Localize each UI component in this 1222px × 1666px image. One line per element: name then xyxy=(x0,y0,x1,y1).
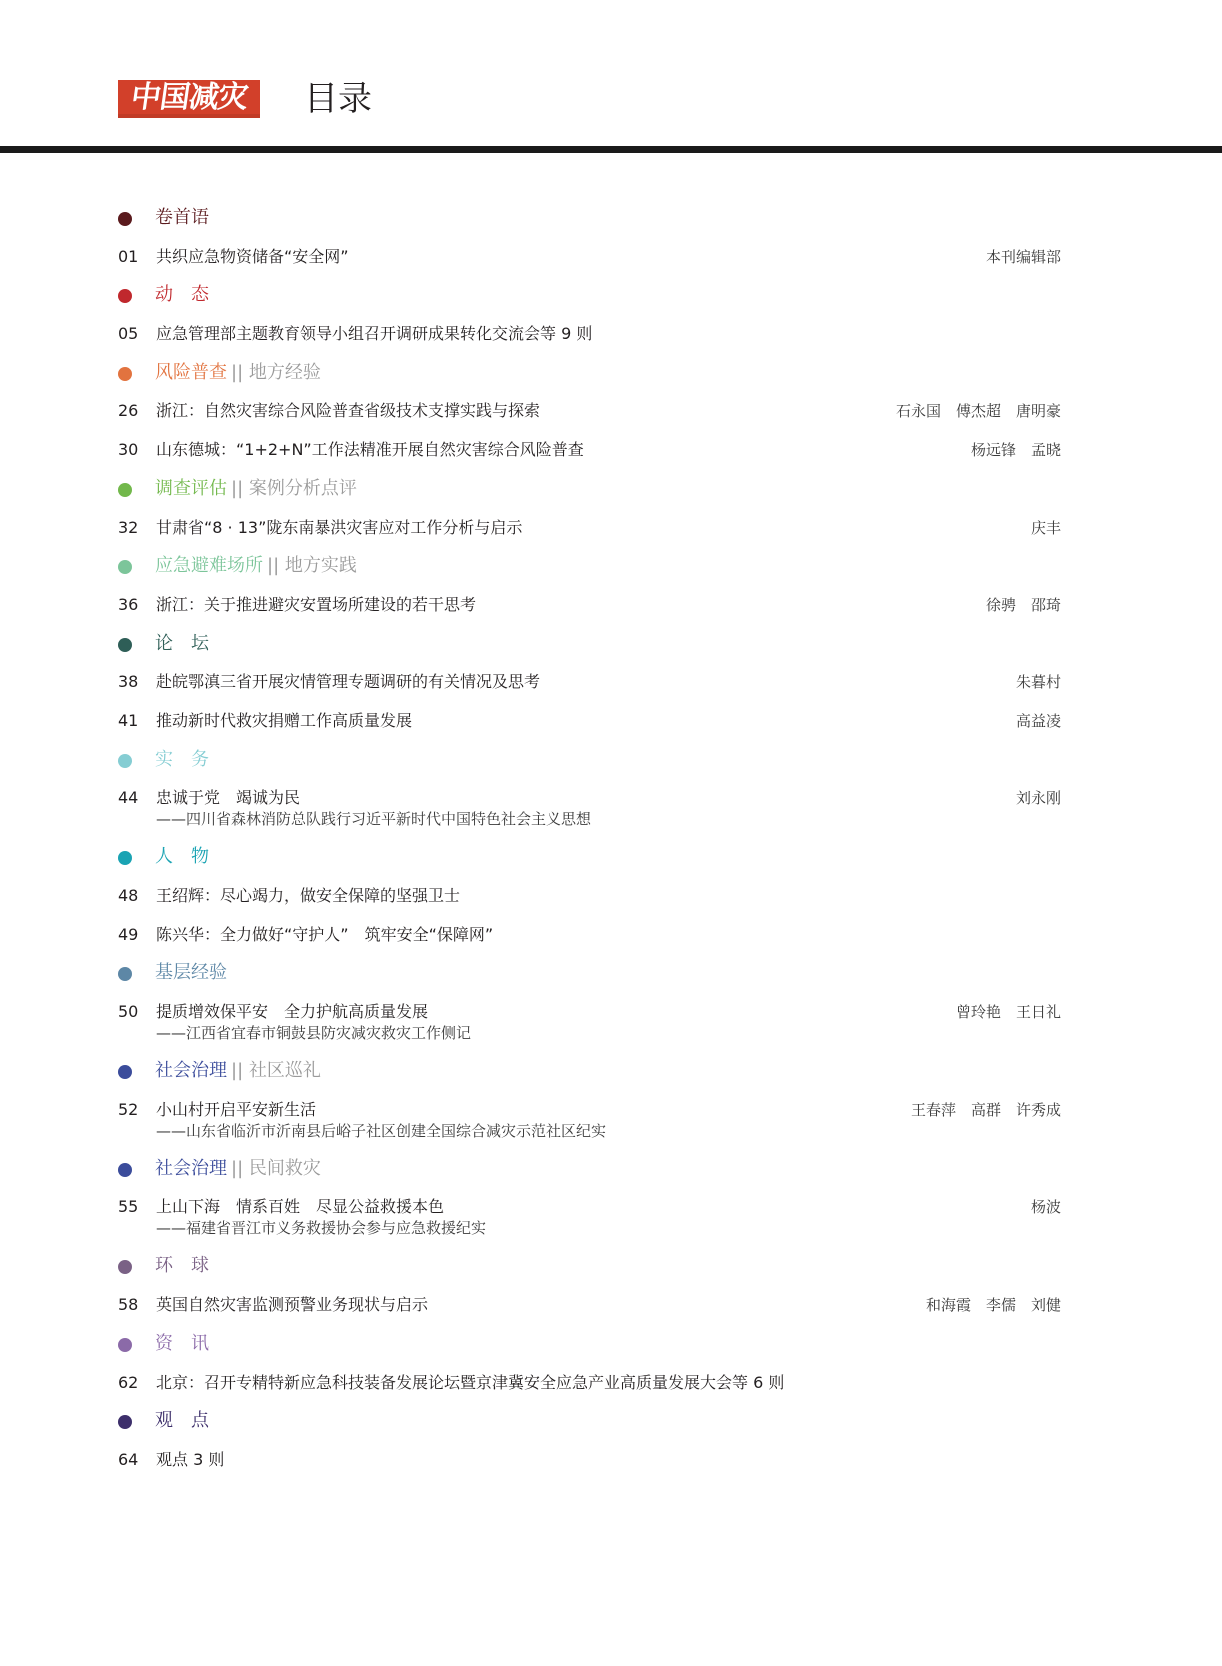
page-number: 62 xyxy=(118,1372,139,1392)
section-bullet-icon xyxy=(118,1415,132,1429)
page-number: 44 xyxy=(118,788,139,808)
section-heading xyxy=(0,839,1222,878)
toc-entry[interactable] xyxy=(0,664,1222,703)
toc-entry[interactable] xyxy=(0,239,1222,278)
section-name: 应急避难场所 xyxy=(155,555,263,577)
toc-entry[interactable] xyxy=(0,878,1222,917)
page-number: 05 xyxy=(118,324,139,344)
article-authors: 石永国 傅杰超 唐明豪 xyxy=(895,402,1061,421)
section-bullet-icon xyxy=(118,1065,132,1079)
article-authors: 朱暮村 xyxy=(1015,673,1061,692)
section-heading xyxy=(0,548,1222,587)
toc-entry[interactable] xyxy=(0,1092,1222,1151)
article-title[interactable]: 王绍辉：尽心竭力，做安全保障的坚强卫士 xyxy=(156,886,461,905)
section-bullet-icon xyxy=(118,1338,132,1352)
section-name: 风险普查 xyxy=(155,361,227,383)
section-name: 基层经验 xyxy=(155,962,227,984)
section-name: 人 物 xyxy=(155,846,209,868)
article-authors: 曾玲艳 王日礼 xyxy=(955,1003,1061,1022)
toc-entry[interactable] xyxy=(0,780,1222,839)
article-title[interactable]: 浙江：自然灾害综合风险普查省级技术支撑实践与探索 xyxy=(156,401,541,421)
section-name: 社会治理 xyxy=(155,1060,227,1082)
toc-entry[interactable] xyxy=(0,510,1222,549)
article-subtitle: ——江西省宜春市铜鼓县防灾减灾救灾工作侧记 xyxy=(156,1024,472,1043)
page-number: 41 xyxy=(118,710,139,730)
section-subtitle: || 地方经验 xyxy=(231,361,321,383)
section-subtitle: || 民间救灾 xyxy=(231,1157,321,1179)
article-title[interactable]: 推动新时代救灾捐赠工作高质量发展 xyxy=(156,710,413,730)
page-number: 64 xyxy=(118,1449,139,1469)
toc-entry[interactable] xyxy=(0,994,1222,1053)
toc-entry[interactable] xyxy=(0,316,1222,355)
toc-entry[interactable] xyxy=(0,1442,1222,1481)
toc-entry[interactable] xyxy=(0,432,1222,471)
toc-entry[interactable] xyxy=(0,393,1222,432)
header xyxy=(0,0,1222,160)
section-bullet-icon xyxy=(118,483,132,497)
section-name: 调查评估 xyxy=(155,477,227,499)
section-name: 卷首语 xyxy=(155,207,209,228)
section-heading xyxy=(0,955,1222,994)
section-bullet-icon xyxy=(118,754,132,768)
section-name: 动 态 xyxy=(155,284,209,306)
article-subtitle: ——四川省森林消防总队践行习近平新时代中国特色社会主义思想 xyxy=(156,810,592,829)
section-bullet-icon xyxy=(118,967,132,981)
page-number: 30 xyxy=(118,440,139,460)
page-number: 49 xyxy=(118,924,139,944)
section-name: 资 讯 xyxy=(155,1332,209,1354)
section-heading xyxy=(0,1326,1222,1365)
toc-entry[interactable] xyxy=(0,1365,1222,1404)
article-authors: 王春萍 高群 许秀成 xyxy=(910,1100,1061,1119)
article-authors: 杨波 xyxy=(1030,1198,1061,1217)
article-authors: 刘永刚 xyxy=(1015,789,1061,808)
section-subtitle: || 案例分析点评 xyxy=(231,477,357,499)
section-bullet-icon xyxy=(118,638,132,652)
article-title[interactable]: 浙江：关于推进避灾安置场所建设的若干思考 xyxy=(156,594,477,614)
section-heading xyxy=(0,200,1222,239)
section-heading xyxy=(0,742,1222,781)
page-number: 38 xyxy=(118,672,139,692)
section-bullet-icon xyxy=(118,851,132,865)
article-title[interactable]: 北京：召开专精特新应急科技装备发展论坛暨京津冀安全应急产业高质量发展大会等 6 则 xyxy=(156,1372,785,1392)
header-rule xyxy=(0,146,1222,153)
section-heading xyxy=(0,1403,1222,1442)
section-bullet-icon xyxy=(118,289,132,303)
article-authors: 庆丰 xyxy=(1030,518,1061,537)
page-number: 55 xyxy=(118,1197,139,1217)
article-authors: 杨远锋 孟晓 xyxy=(970,441,1061,460)
logo-text: 中国减灾 xyxy=(128,80,250,115)
toc-entry[interactable] xyxy=(0,703,1222,742)
page-number: 32 xyxy=(118,517,139,537)
magazine-logo xyxy=(118,80,260,118)
article-title[interactable]: 上山下海 情系百姓 尽显公益救援本色 xyxy=(156,1197,445,1217)
toc-entry[interactable] xyxy=(0,1189,1222,1248)
section-subtitle: || 社区巡礼 xyxy=(231,1060,321,1082)
article-title[interactable]: 甘肃省“8 · 13”陇东南暴洪灾害应对工作分析与启示 xyxy=(156,517,523,537)
page-number: 50 xyxy=(118,1002,139,1022)
article-title[interactable]: 陈兴华：全力做好“守护人” 筑牢安全“保障网” xyxy=(156,924,494,944)
article-subtitle: ——山东省临沂市沂南县后峪子社区创建全国综合减灾示范社区纪实 xyxy=(156,1121,607,1140)
article-title[interactable]: 应急管理部主题教育领导小组召开调研成果转化交流会等 9 则 xyxy=(156,324,593,344)
section-bullet-icon xyxy=(118,212,132,226)
section-bullet-icon xyxy=(118,560,132,574)
section-heading xyxy=(0,277,1222,316)
page-number: 52 xyxy=(118,1099,139,1119)
article-subtitle: ——福建省晋江市义务救援协会参与应急救援纪实 xyxy=(156,1219,487,1238)
article-title[interactable]: 提质增效保平安 全力护航高质量发展 xyxy=(156,1002,429,1022)
section-heading xyxy=(0,471,1222,510)
page-number: 48 xyxy=(118,886,139,905)
article-authors: 和海霞 李儒 刘健 xyxy=(925,1296,1061,1315)
section-name: 实 务 xyxy=(155,748,209,770)
section-subtitle: || 地方实践 xyxy=(267,555,357,577)
toc-entry[interactable] xyxy=(0,587,1222,626)
page-number: 36 xyxy=(118,594,139,614)
article-title[interactable]: 共织应急物资储备“安全网” xyxy=(156,246,349,266)
article-authors: 徐骋 邵琦 xyxy=(985,595,1061,614)
article-title[interactable]: 观点 3 则 xyxy=(156,1449,225,1469)
section-bullet-icon xyxy=(118,367,132,381)
section-heading xyxy=(0,1053,1222,1092)
page-number: 26 xyxy=(118,401,139,421)
section-name: 论 坛 xyxy=(155,632,209,654)
section-name: 环 球 xyxy=(155,1255,209,1277)
section-name: 社会治理 xyxy=(155,1157,227,1179)
section-heading xyxy=(0,626,1222,665)
page-title: 目录 xyxy=(304,79,372,119)
article-authors: 高益凌 xyxy=(1015,711,1061,730)
article-title[interactable]: 小山村开启平安新生活 xyxy=(156,1099,317,1119)
page-number: 58 xyxy=(118,1295,139,1315)
article-authors: 本刊编辑部 xyxy=(985,247,1061,266)
section-bullet-icon xyxy=(118,1163,132,1177)
article-title[interactable]: 忠诚于党 竭诚为民 xyxy=(156,788,301,808)
article-title[interactable]: 赴皖鄂滇三省开展灾情管理专题调研的有关情况及思考 xyxy=(156,672,541,692)
table-of-contents xyxy=(0,200,1222,1481)
article-title[interactable]: 山东德城：“1+2+N”工作法精准开展自然灾害综合风险普查 xyxy=(156,440,584,460)
article-title[interactable]: 英国自然灾害监测预警业务现状与启示 xyxy=(156,1295,429,1315)
section-heading xyxy=(0,1151,1222,1190)
section-bullet-icon xyxy=(118,1260,132,1274)
section-heading xyxy=(0,1248,1222,1287)
toc-entry[interactable] xyxy=(0,917,1222,956)
section-name: 观 点 xyxy=(155,1410,209,1432)
toc-entry[interactable] xyxy=(0,1287,1222,1326)
page-number: 01 xyxy=(118,246,139,266)
section-heading xyxy=(0,355,1222,394)
